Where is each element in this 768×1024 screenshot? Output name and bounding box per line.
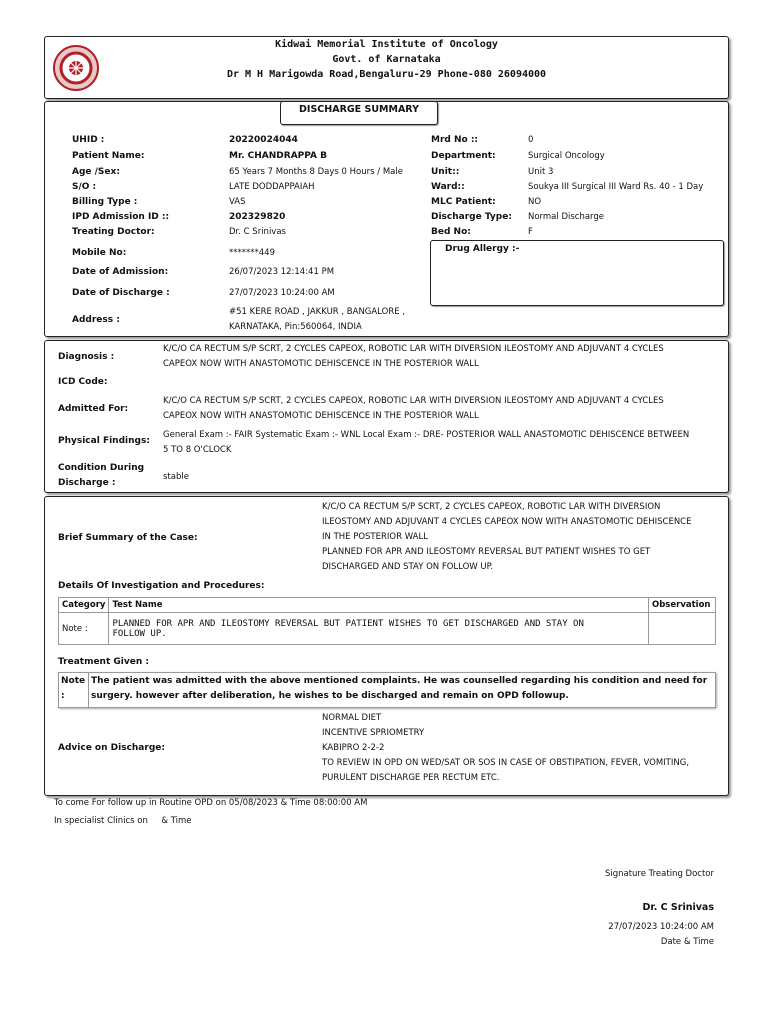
- institute-name: Kidwai Memorial Institute of Oncology: [275, 39, 498, 50]
- advice-line: INCENTIVE SPRIOMETRY: [322, 728, 425, 738]
- condition-value: stable: [163, 472, 189, 482]
- followup-text: To come For follow up in Routine OPD on 05/08/2023 & Time 08:00:00 AM: [54, 798, 368, 808]
- table-header-observation: Observation: [649, 598, 716, 613]
- patient-field-label: Treating Doctor:: [72, 227, 155, 237]
- brief-summary-label: Brief Summary of the Case:: [58, 533, 198, 543]
- patient-field-value: 202329820: [229, 212, 286, 222]
- note-line-2: FOLLOW UP.: [112, 628, 167, 639]
- patient-field-label: UHID :: [72, 135, 105, 145]
- patient-field-value: Unit 3: [528, 167, 554, 177]
- drug-allergy-box: [430, 240, 724, 306]
- treatment-divider: [88, 673, 89, 707]
- signature-label: Signature Treating Doctor: [604, 869, 714, 879]
- advice-line: NORMAL DIET: [322, 713, 382, 723]
- patient-field-value: #51 KERE ROAD , JAKKUR , BANGALORE ,: [229, 307, 406, 317]
- document-title-box: [280, 101, 438, 125]
- patient-field-label: Date of Discharge :: [72, 288, 170, 298]
- patient-field-value: Soukya III Surgical III Ward Rs. 40 - 1 Day: [528, 182, 704, 192]
- date-time-label: Date & Time: [660, 937, 714, 947]
- table-cell-observation: [649, 613, 716, 645]
- advice-label: Advice on Discharge:: [58, 743, 165, 753]
- patient-field-label: Date of Admission:: [72, 267, 169, 277]
- diagnosis-line-1: K/C/O CA RECTUM S/P SCRT, 2 CYCLES CAPEOX, ROBOTIC LAR WITH DIVERSION ILEOSTOMY AND ADJUVANT 4 CYCLES: [163, 344, 664, 354]
- patient-field-label: Billing Type :: [72, 197, 138, 207]
- admitted-line-2: CAPEOX NOW WITH ANASTOMOTIC DEHISCENCE IN THE POSTERIOR WALL: [163, 411, 479, 421]
- brief-summary-line: K/C/O CA RECTUM S/P SCRT, 2 CYCLES CAPEOX, ROBOTIC LAR WITH DIVERSION: [322, 502, 661, 512]
- institute-address: Dr M H Marigowda Road,Bengaluru-29 Phone-080 26094000: [226, 69, 547, 80]
- patient-field-value: Dr. C Srinivas: [229, 227, 286, 237]
- patient-field-label: Discharge Type:: [431, 212, 512, 222]
- brief-summary-line: PLANNED FOR APR AND ILEOSTOMY REVERSAL BUT PATIENT WISHES TO GET: [322, 547, 651, 557]
- patient-field-value: NO: [528, 197, 542, 207]
- treatment-label: Treatment Given :: [58, 657, 149, 667]
- signature-date: 27/07/2023 10:24:00 AM: [608, 922, 714, 932]
- drug-allergy-label: Drug Allergy :-: [445, 244, 520, 254]
- table-cell-category: [59, 613, 109, 645]
- condition-label-line-2: Discharge :: [58, 478, 116, 488]
- patient-field-value: Mr. CHANDRAPPA B: [229, 151, 327, 161]
- treatment-box: [58, 672, 716, 708]
- doctor-name: Dr. C Srinivas: [642, 902, 714, 913]
- summary-box: [44, 496, 729, 796]
- diagnosis-line-2: CAPEOX NOW WITH ANASTOMOTIC DEHISCENCE IN THE POSTERIOR WALL: [163, 359, 479, 369]
- patient-field-label: Patient Name:: [72, 151, 145, 161]
- advice-line: PURULENT DISCHARGE PER RECTUM ETC.: [322, 773, 500, 783]
- table-header-test: Test Name: [109, 598, 649, 613]
- patient-field-value: *******449: [229, 248, 275, 258]
- patient-field-label: Bed No:: [431, 227, 471, 237]
- diagnosis-label: Diagnosis :: [58, 352, 115, 362]
- treatment-note-2: :: [61, 691, 65, 701]
- patient-field-label: Mobile No:: [72, 248, 127, 258]
- govt-name: Govt. of Karnataka: [332, 54, 441, 65]
- treatment-note-1: Note: [61, 676, 86, 686]
- patient-field-value: Normal Discharge: [528, 212, 605, 222]
- patient-field-value: 0: [528, 135, 534, 145]
- patient-field-value: VAS: [229, 197, 246, 207]
- patient-field-value: 65 Years 7 Months 8 Days 0 Hours / Male: [229, 167, 403, 177]
- investigation-label: Details Of Investigation and Procedures:: [58, 581, 265, 591]
- patient-field-value: 27/07/2023 10:24:00 AM: [229, 288, 335, 298]
- patient-field-label: S/O :: [72, 182, 97, 192]
- physical-findings-label: Physical Findings:: [58, 436, 150, 446]
- patient-field-value: LATE DODDAPPAIAH: [229, 182, 315, 192]
- patient-field-value: 20220024044: [229, 135, 298, 145]
- icd-code-label: ICD Code:: [58, 377, 108, 387]
- patient-field-label: Address :: [72, 315, 120, 325]
- patient-field-value: 26/07/2023 12:14:41 PM: [229, 267, 335, 277]
- brief-summary-line: ILEOSTOMY AND ADJUVANT 4 CYCLES CAPEOX NOW WITH ANASTOMOTIC DEHISCENCE: [322, 517, 692, 527]
- patient-field-label: Mrd No ::: [431, 135, 479, 145]
- physical-line-1: General Exam :- FAIR Systematic Exam :- WNL Local Exam :- DRE- POSTERIOR WALL ANASTOMOTIC DEHISCENCE BETWEEN: [163, 430, 690, 440]
- patient-field-label: IPD Admission ID ::: [72, 212, 170, 222]
- brief-summary-line: DISCHARGED AND STAY ON FOLLOW UP.: [322, 562, 494, 572]
- note-label: Note :: [62, 623, 88, 634]
- investigation-table: [58, 597, 716, 645]
- patient-field-value: KARNATAKA, Pin:560064, INDIA: [229, 322, 362, 332]
- patient-field-value: Surgical Oncology: [528, 151, 605, 161]
- brief-summary-line: IN THE POSTERIOR WALL: [322, 532, 428, 542]
- physical-line-2: 5 TO 8 O'CLOCK: [163, 445, 232, 455]
- patient-field-label: Department:: [431, 151, 496, 161]
- institute-logo: [52, 44, 100, 92]
- patient-field-label: MLC Patient:: [431, 197, 496, 207]
- admitted-for-label: Admitted For:: [58, 404, 129, 414]
- patient-field-value: F: [528, 227, 533, 237]
- advice-line: KABIPRO 2-2-2: [322, 743, 385, 753]
- clinical-box: [44, 340, 729, 493]
- specialist-text: In specialist Clinics on & Time: [54, 816, 192, 826]
- patient-field-label: Unit::: [431, 167, 460, 177]
- advice-line: TO REVIEW IN OPD ON WED/SAT OR SOS IN CASE OF OBSTIPATION, FEVER, VOMITING,: [322, 758, 690, 768]
- table-header-category: Category: [59, 598, 109, 613]
- patient-field-label: Age /Sex:: [72, 167, 120, 177]
- table-cell-test: [109, 613, 649, 645]
- treatment-line-1: The patient was admitted with the above mentioned complaints. He was counselled regarding his condition and need for: [91, 676, 708, 686]
- admitted-line-1: K/C/O CA RECTUM S/P SCRT, 2 CYCLES CAPEOX, ROBOTIC LAR WITH DIVERSION ILEOSTOMY AND ADJUVANT 4 CYCLES: [163, 396, 664, 406]
- note-line-1: PLANNED FOR APR AND ILEOSTOMY REVERSAL BUT PATIENT WISHES TO GET DISCHARGED AND STAY ON: [112, 618, 584, 629]
- header-box: [44, 36, 729, 99]
- document-title: DISCHARGE SUMMARY: [299, 104, 419, 115]
- condition-label-line-1: Condition During: [58, 463, 145, 473]
- treatment-line-2: surgery. however after deliberation, he wishes to be discharged and remain on OPD followup.: [91, 691, 569, 701]
- patient-field-label: Ward::: [431, 182, 465, 192]
